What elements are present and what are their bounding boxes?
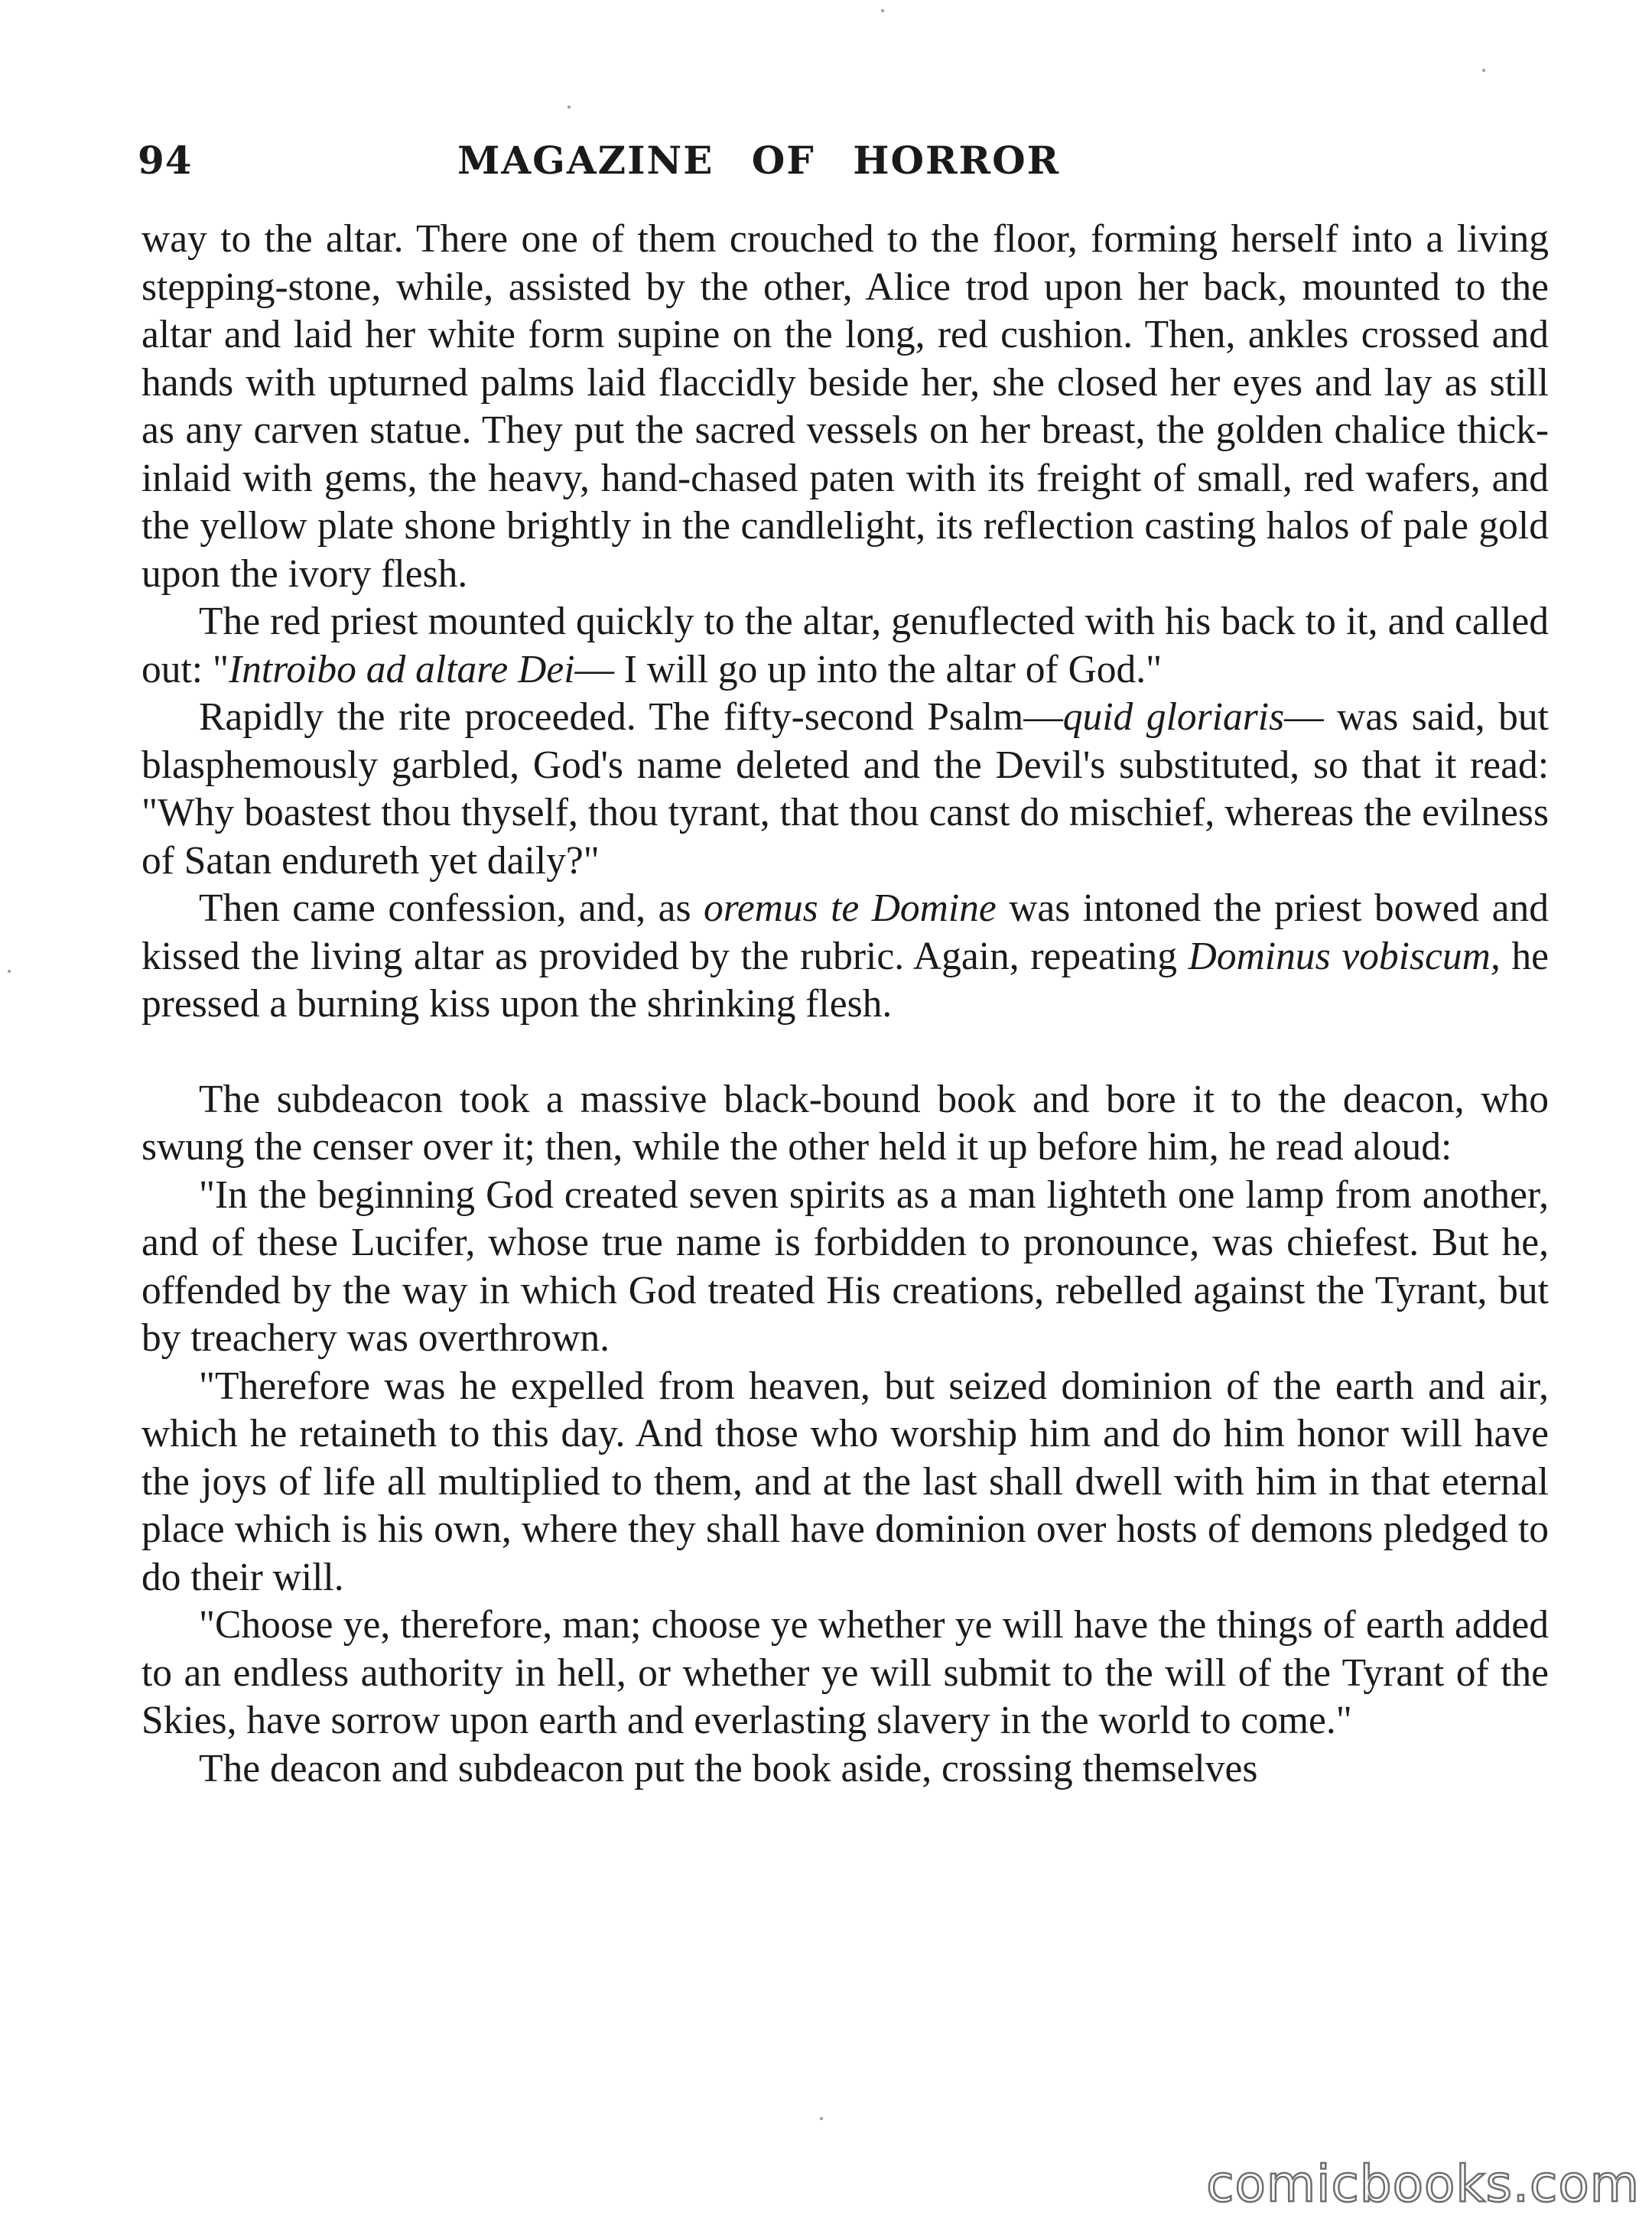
- scan-speck: [820, 2117, 823, 2120]
- italic-phrase: Dominus vobiscum,: [1188, 934, 1501, 978]
- scan-speck: [881, 9, 884, 12]
- running-head: MAGAZINE OF HORROR: [457, 138, 1061, 183]
- paragraph: [141, 598, 1549, 694]
- paragraph: [141, 1602, 1549, 1745]
- paragraph: [141, 1363, 1549, 1602]
- paragraph: [141, 216, 1549, 598]
- paragraph: [141, 1745, 1549, 1794]
- paragraph: [141, 694, 1549, 885]
- text-run: The deacon and subdeacon put the book aside, crossing themselves: [199, 1746, 1258, 1790]
- body-text: [141, 216, 1549, 1793]
- text-run: The subdeacon took a massive black-bound book and bore it to the deacon, who swung the censer over it; then, while the other held it up before him, he read aloud:: [141, 1077, 1549, 1169]
- text-run: way to the altar. There one of them crouched to the floor, forming herself into a living stepping-stone, while, assisted by the other, Alice trod upon her back, mounted to the altar and laid her white form supine on the long, red cushion. Then, ankles crossed and hands with upturned palms laid flaccidly beside her, she closed her eyes and lay as still as any carven statue. They put the sacred vessels on her breast, the golden chalice thick-inlaid with gems, the heavy, hand-chased paten with its freight of small, red wafers, and the yellow plate shone brightly in the candlelight, its reflection casting halos of pale gold upon the ivory flesh.: [141, 217, 1549, 596]
- paragraph: [141, 1172, 1549, 1363]
- text-run: Then came confession, and, as: [199, 886, 704, 930]
- watermark: comicbooks.com: [1206, 2155, 1640, 2213]
- italic-phrase: quid gloriaris: [1062, 695, 1285, 739]
- paragraph: [141, 885, 1549, 1029]
- text-run: The red priest mounted quickly to the altar, genuflected with his back to it, and called out: ": [141, 600, 1549, 691]
- scan-speck: [1482, 69, 1485, 72]
- text-run: he pressed a burning kiss upon the shrinking flesh.: [141, 934, 1550, 1026]
- text-run: was intoned the priest bowed and kissed the living altar as provided by the rubric. Again, repeating: [141, 886, 1549, 978]
- italic-phrase: oremus te Domine: [703, 886, 997, 930]
- text-run: — I will go up into the altar of God.": [574, 647, 1163, 691]
- text-run: "Therefore was he expelled from heaven, but seized dominion of the earth and air, which he retaineth to this day. And those who worship him and do him honor will have the joys of life all multiplied to them, and at the last shall dwell with him in that eternal place which is his own, where they shall have dominion over hosts of demons pledged to do their will.: [141, 1364, 1549, 1599]
- page-header: [138, 138, 1545, 191]
- italic-phrase: Introibo ad altare Dei: [229, 647, 575, 691]
- scan-speck: [567, 106, 571, 109]
- text-run: — was said, but blasphemously garbled, God's name deleted and the Devil's substituted, so that it read: "Why boastest thou thyself, thou tyrant, that thou canst do mischief, whereas the evilness of Satan endureth yet daily?": [141, 695, 1549, 883]
- text-run: Rapidly the rite proceeded. The fifty-second Psalm—: [199, 695, 1063, 739]
- text-run: "In the beginning God created seven spirits as a man lighteth one lamp from another, and of these Lucifer, whose true name is forbidden to pronounce, was chiefest. But he, offended by the way in which God treated His creations, rebelled against the Tyrant, but by treachery was overthrown.: [141, 1172, 1549, 1360]
- page-number: 94: [138, 138, 193, 183]
- scan-speck: [8, 970, 11, 973]
- paragraph: [141, 1076, 1549, 1172]
- text-run: "Choose ye, therefore, man; choose ye whether ye will have the things of earth added to an endless authority in hell, or whether ye will submit to the will of the Tyrant of the Skies, have sorrow upon earth and everlasting slavery in the world to come.": [141, 1603, 1549, 1742]
